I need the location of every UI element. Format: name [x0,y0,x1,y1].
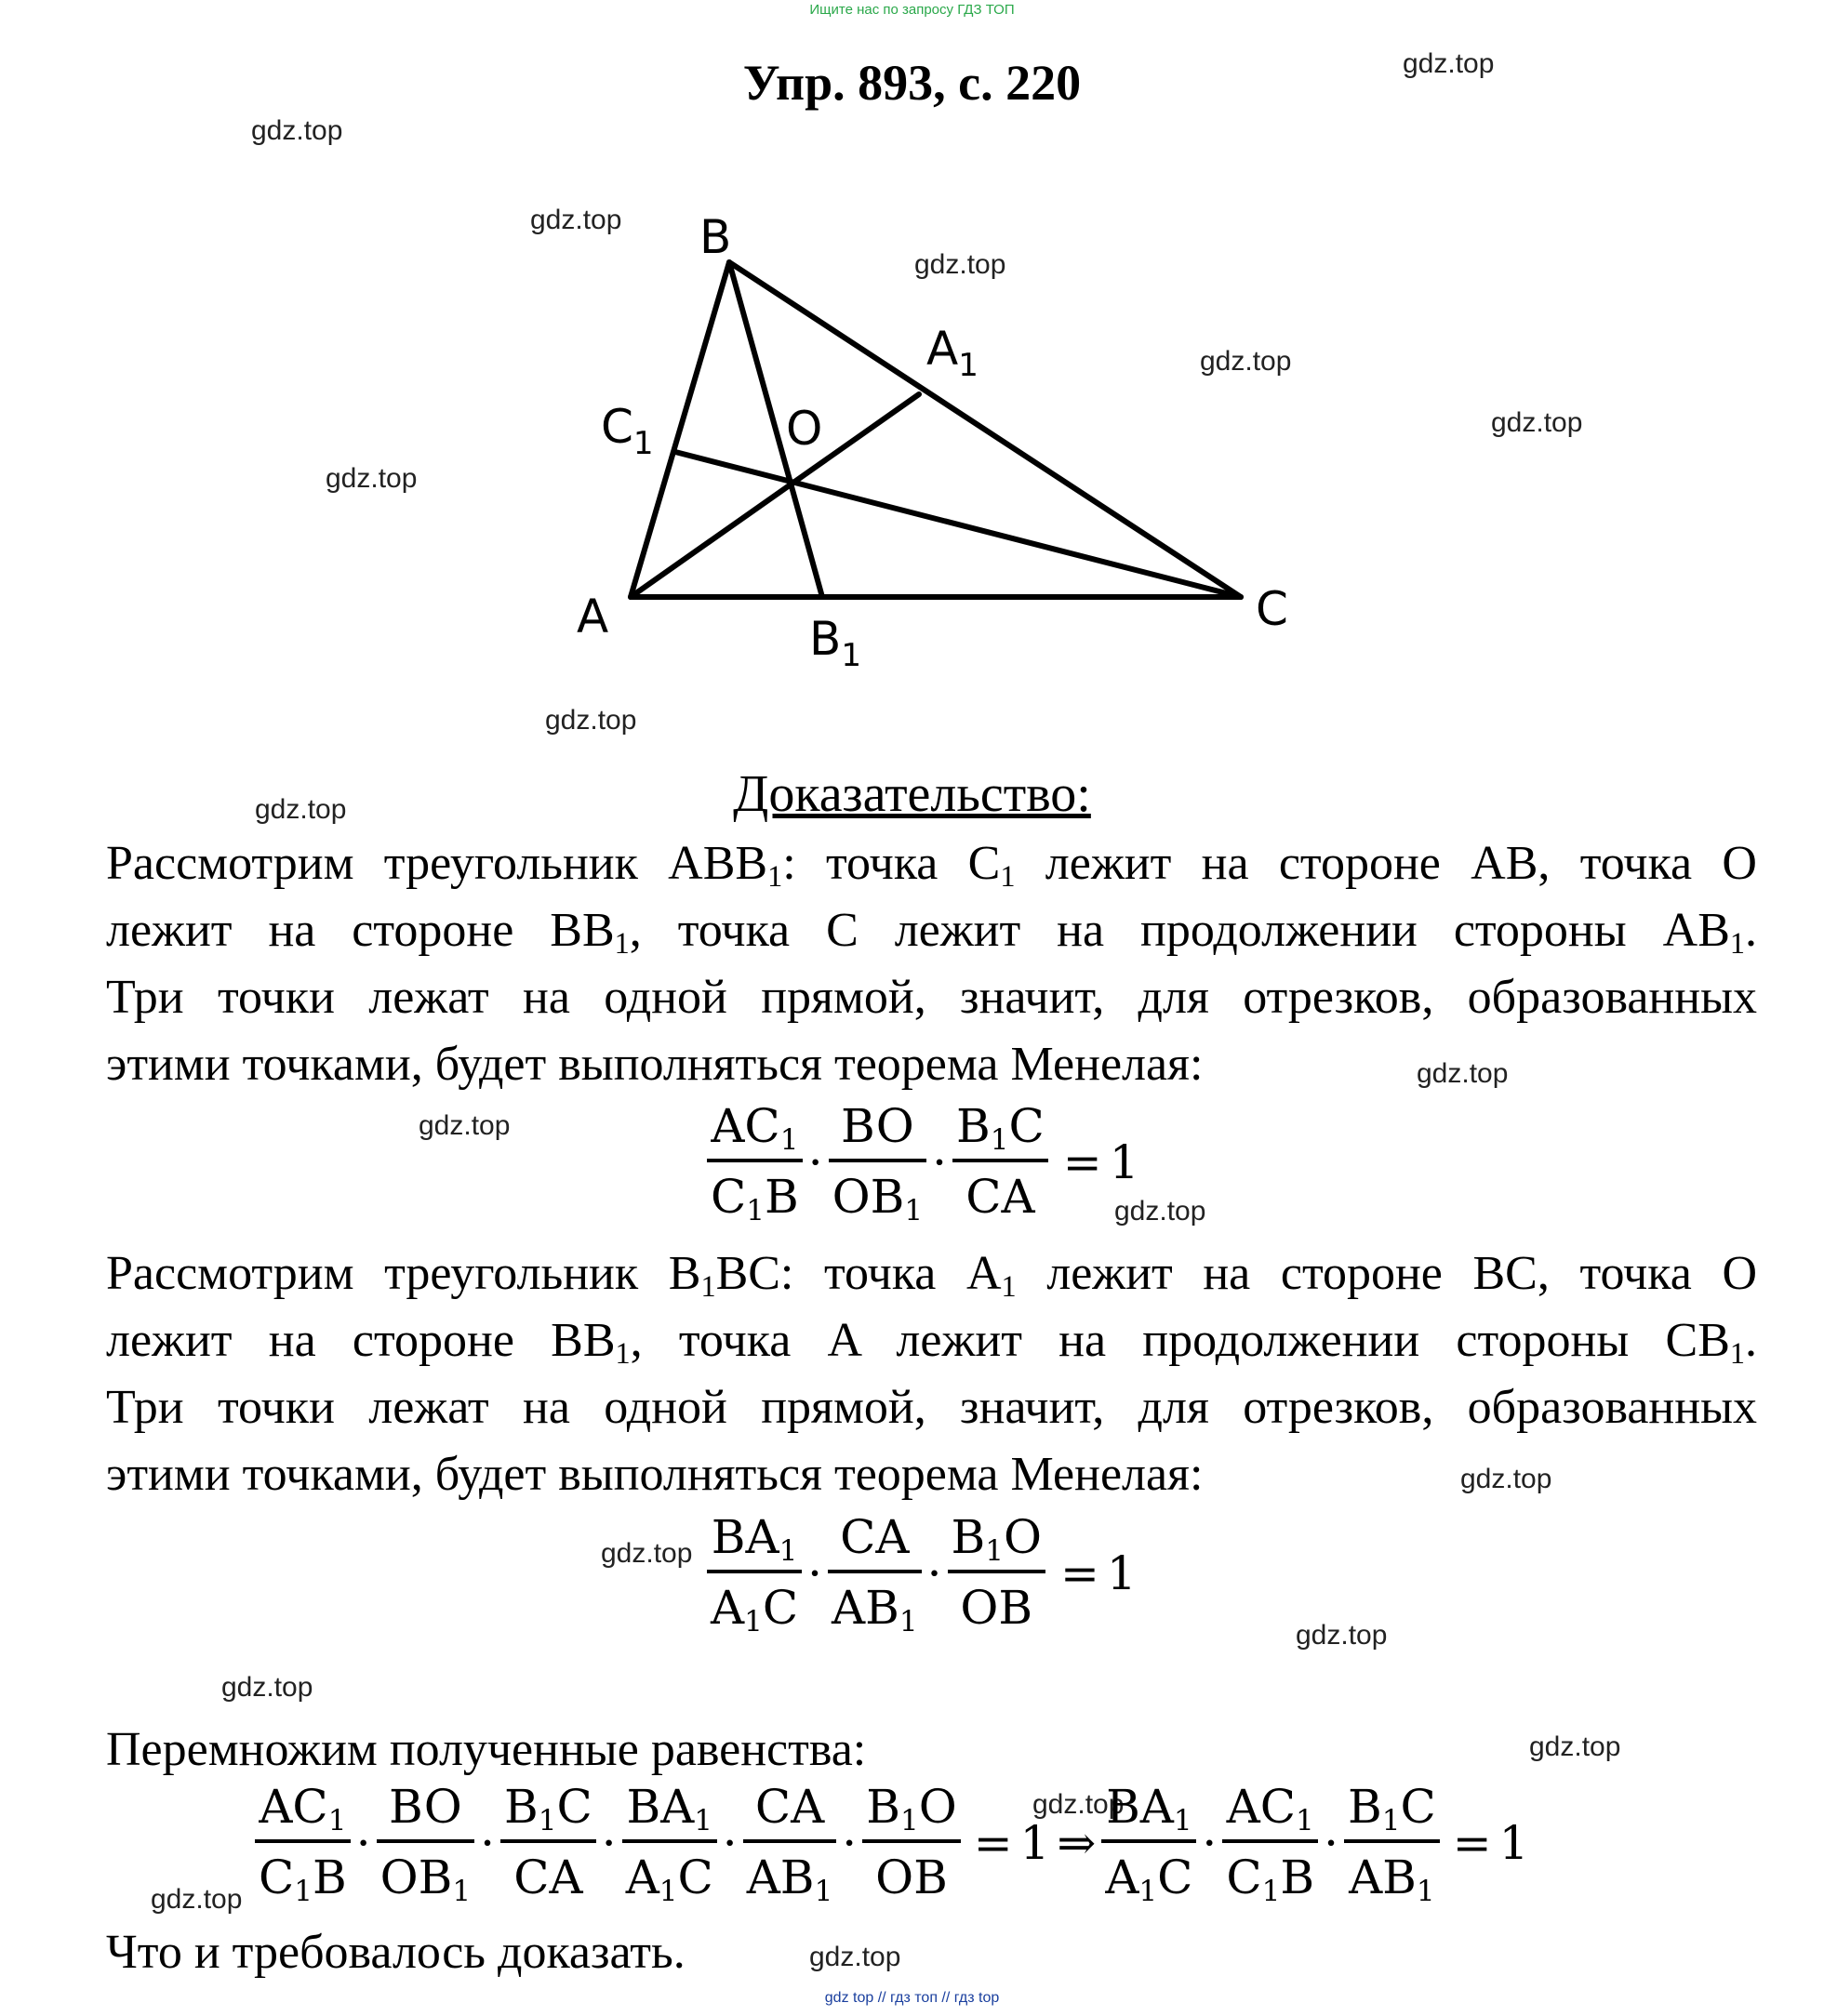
watermark: gdz.top [545,705,637,736]
label-b1: $B_1$ [809,612,861,674]
watermark: gdz.top [1403,48,1495,79]
watermark: gdz.top [326,463,418,494]
watermark: gdz.top [530,205,622,235]
watermark: gdz.top [255,794,347,825]
header-note: Ищите нас по запросу ГДЗ ТОП [809,2,1015,18]
watermark: gdz.top [601,1538,693,1569]
menelaus-equation-2: $\frac{BA_1}{A_1C}$ · $\frac{CA}{AB_1}$ · $\frac{B_1O}{OB}$ = 1 [705,1505,1140,1642]
proof-paragraph-3: Перемножим полученные равенства: [106,1723,867,1776]
label-b: B [699,210,732,264]
proof-paragraph-1: Рассмотрим треугольник $ABB_1$: точка $C_1$ лежит на стороне AB, точка O лежит на стороне $BB_1$, точка C лежит на продолжении стороны $AB_1$. Три точки лежат на одной прямой, значит, для отрезков, образованных этими точками, будет выполняться теорема Менелая: [106,837,1758,1091]
watermark: gdz.top [419,1110,511,1141]
footer-note: gdz top // гдз топ // гдз top [824,1990,1000,2006]
watermark: gdz.top [1491,407,1583,438]
watermark: gdz.top [1296,1620,1388,1651]
watermark: gdz.top [1417,1058,1509,1089]
label-o: O [786,402,823,456]
watermark: gdz.top [1200,346,1292,377]
triangle-figure [0,0,1824,725]
conclusion-text: Что и требовалось доказать. [106,1926,686,1979]
watermark: gdz.top [1529,1731,1621,1762]
combined-equation: $\frac{AC_1}{C_1B}$ · $\frac{BO}{OB_1}$ · $\frac{B_1C}{CA}$ · $\frac{BA_1}{A_1C}$ · $\frac{CA}{AB_1}$ · $\frac{B_1O}{OB}$ = 1 ⇒ $\frac{BA_1}{A_1C}$ · $\frac{AC_1}{C_1B}$ · $\frac{B_1C}{AB_1}$ = 1 [253,1774,1532,1912]
watermark: gdz.top [151,1884,243,1915]
proof-heading: Доказательство: [733,765,1091,823]
watermark: gdz.top [1114,1196,1206,1227]
proof-paragraph-2: Рассмотрим треугольник $B_1BC$: точка $A_1$ лежит на стороне BC, точка O лежит на стороне $BB_1$, точка A лежит на продолжении стороны $CB_1$. Три точки лежат на одной прямой, значит, для отрезков, образованных этими точками, будет выполняться теорема Менелая: [106,1247,1757,1501]
label-a: A [577,590,609,643]
label-c: C [1256,582,1288,636]
watermark: gdz.top [1032,1789,1125,1820]
watermark: gdz.top [809,1942,901,1972]
label-c1: $C_1$ [601,400,654,462]
watermark: gdz.top [1460,1464,1552,1494]
label-a1: $A_1$ [926,322,979,384]
menelaus-equation-1: $\frac{AC_1}{C_1B}$ · $\frac{BO}{OB_1}$ · $\frac{B_1C}{CA}$ = 1 [705,1094,1143,1231]
watermark: gdz.top [221,1672,313,1703]
cevian-cc1 [675,452,1241,597]
watermark: gdz.top [914,249,1006,280]
page-title: Упр. 893, с. 220 [742,55,1082,111]
watermark: gdz.top [251,115,343,146]
